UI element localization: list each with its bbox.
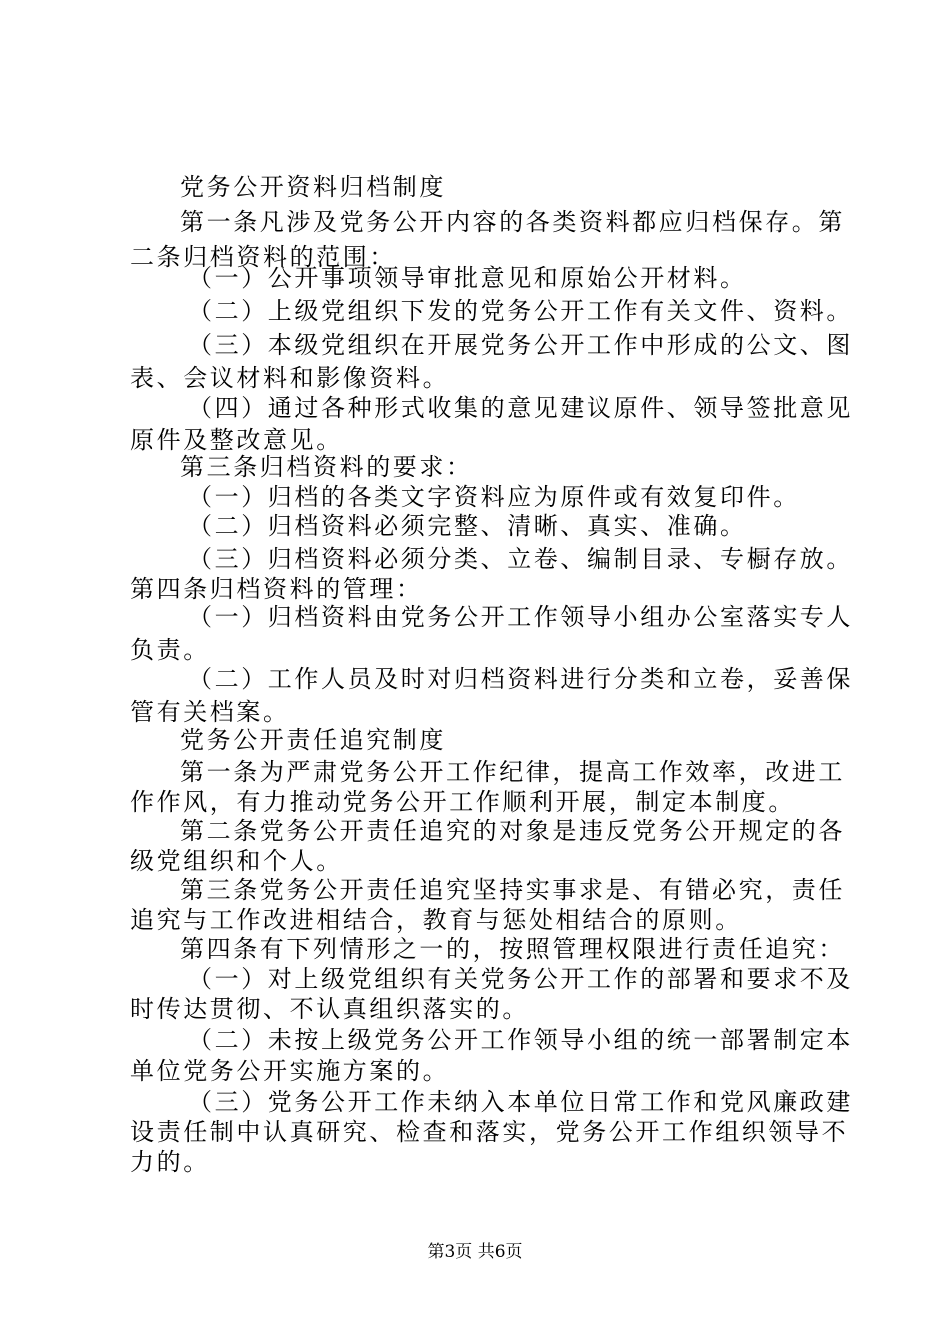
text-line: 第二条党务公开责任追究的对象是违反党务公开规定的各	[180, 817, 845, 845]
text-line: 第三条党务公开责任追究坚持实事求是、有错必究，责任	[180, 876, 845, 904]
text-line: 管有关档案。	[130, 698, 290, 726]
text-line: 级党组织和个人。	[130, 847, 343, 875]
text-line: 负责。	[130, 636, 210, 664]
text-line: （二）上级党组织下发的党务公开工作有关文件、资料。	[188, 297, 853, 325]
text-line: （三）党务公开工作未纳入本单位日常工作和党风廉政建	[188, 1088, 853, 1116]
text-line: 第四条有下列情形之一的，按照管理权限进行责任追究：	[180, 935, 845, 963]
text-line: 作作风，有力推动党务公开工作顺利开展，制定本制度。	[130, 788, 795, 816]
section-title: 党务公开资料归档制度	[180, 173, 446, 201]
text-line: 单位党务公开实施方案的。	[130, 1057, 450, 1085]
section-title: 党务公开责任追究制度	[180, 726, 446, 754]
text-line: （一）公开事项领导审批意见和原始公开材料。	[188, 264, 747, 292]
text-line: 第四条归档资料的管理：	[130, 575, 423, 603]
text-line: 追究与工作改进相结合，教育与惩处相结合的原则。	[130, 906, 742, 934]
text-line: （二）工作人员及时对归档资料进行分类和立卷，妥善保	[188, 665, 853, 693]
text-line: （三）本级党组织在开展党务公开工作中形成的公文、图	[188, 331, 853, 359]
text-line: （四）通过各种形式收集的意见建议原件、领导签批意见	[188, 394, 853, 422]
page-number-footer: 第3页 共6页	[427, 1242, 523, 1262]
text-line: （一）归档的各类文字资料应为原件或有效复印件。	[188, 483, 800, 511]
text-line: 二条归档资料的范围：	[130, 243, 396, 271]
text-line: （一）归档资料由党务公开工作领导小组办公室落实专人	[188, 603, 853, 631]
text-line: （二）未按上级党务公开工作领导小组的统一部署制定本	[188, 1026, 853, 1054]
text-line: 时传达贯彻、不认真组织落实的。	[130, 995, 529, 1023]
text-line: 第一条为严肃党务公开工作纪律，提高工作效率，改进工	[180, 758, 845, 786]
text-line: （一）对上级党组织有关党务公开工作的部署和要求不及	[188, 965, 853, 993]
text-line: 设责任制中认真研究、检查和落实，党务公开工作组织领导不	[130, 1118, 849, 1146]
text-line: 原件及整改意见。	[130, 426, 343, 454]
text-line: 第三条归档资料的要求：	[180, 453, 473, 481]
text-line: 力的。	[130, 1148, 210, 1176]
text-line: 表、会议材料和影像资料。	[130, 364, 450, 392]
text-line: （三）归档资料必须分类、立卷、编制目录、专橱存放。	[188, 545, 853, 573]
text-line: 第一条凡涉及党务公开内容的各类资料都应归档保存。第	[180, 208, 845, 236]
text-line: （二）归档资料必须完整、清晰、真实、准确。	[188, 512, 747, 540]
